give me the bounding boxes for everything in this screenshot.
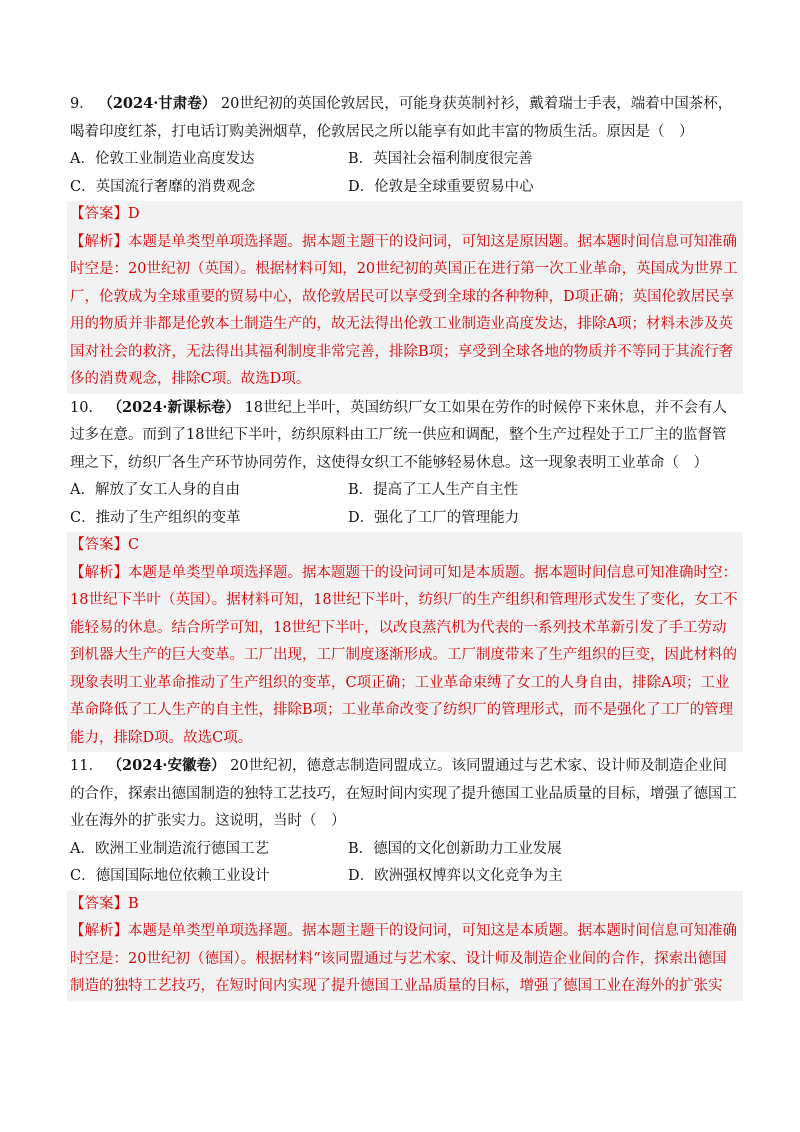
- answer-value: D: [128, 206, 140, 222]
- question-10: [70, 394, 740, 753]
- answer-value: C: [128, 537, 140, 553]
- option-d: D．伦敦是全球重要贸易中心: [348, 178, 534, 195]
- answer-label: 【答案】: [70, 537, 128, 553]
- analysis-label: 【解析】: [70, 923, 128, 939]
- options: [70, 836, 740, 891]
- document-page: [70, 90, 740, 1001]
- answer-box: [67, 532, 743, 752]
- option-d: D．欧洲强权博弈以文化竞争为主: [348, 868, 563, 884]
- answer-label: 【答案】: [70, 206, 128, 222]
- question-source: （2024·安徽卷）: [107, 757, 226, 774]
- answer-box: [67, 201, 743, 394]
- analysis-text: 本题是单类型单项选择题。据本题主题干的设问词，可知这是本质题。据本题时间信息可知准确时空是：20世纪初（德国）。根据材料“该同盟通过与艺术家、设计师及制造企业间的合作，探索出德国制造的独特工艺技巧，在短时间内实现了提升德国工业品质量的目标，增强了德国工业在海外的扩张实: [70, 923, 737, 994]
- answer-label: 【答案】: [70, 895, 128, 912]
- question-source: （2024·甘肃卷）: [98, 95, 217, 112]
- question-9: [70, 90, 740, 394]
- question-11: [70, 752, 740, 1001]
- question-text: 20世纪初的英国伦敦居民，可能身获英制衬衫，戴着瑞士手表，端着中国茶杯，喝着印度红茶，打电话订购美洲烟草，伦敦居民之所以能享有如此丰富的物质生活。原因是（ ）: [70, 96, 733, 140]
- option-c: C．德国国际地位依赖工业设计: [70, 868, 270, 884]
- option-b: B．英国社会福利制度很完善: [348, 151, 533, 167]
- question-stem: [70, 90, 740, 146]
- question-number: 11．: [70, 758, 103, 774]
- options: [70, 146, 740, 201]
- analysis-text: 本题是单类型单项选择题。据本题主题干的设问词，可知这是原因题。据本题时间信息可知准确时空是：20世纪初（英国）。根据材料可知，20世纪初的英国正在进行第一次工业革命，英国成为世界工厂，伦敦成为全球重要的贸易中心，故伦敦居民可以享受到全球的各种物种，D项正确；英国伦敦居民享用的物质并非都是伦敦本土制造生产的，故无法得出伦敦工业制造业高度发达，排除A项；材料未涉及英国对社会的救济，无法得出其福利制度非常完善，排除B项；享受到全球各地的物质并不等同于其流行奢侈的消费观念，排除C项。故选D项。: [70, 233, 738, 387]
- question-number: 9．: [70, 96, 94, 112]
- option-a: A．伦敦工业制造业高度发达: [70, 151, 255, 167]
- answer-value: B: [128, 895, 139, 912]
- analysis-label: 【解析】: [70, 233, 128, 250]
- option-c: C．推动了生产组织的变革: [70, 509, 241, 526]
- question-text: 18世纪上半叶，英国纺织厂女工如果在劳作的时候停下来休息，并不会有人过多在意。而到了18世纪下半叶，纺织原料由工厂统一供应和调配，整个生产过程处于工厂主的监督管理之下，纺织厂各生产环节协同劳作，这使得女织工不能够轻易休息。这一现象表明工业革命（ ）: [70, 399, 728, 471]
- option-b: B．提高了工人生产自主性: [348, 482, 519, 498]
- question-source: （2024·新课标卷）: [107, 398, 240, 416]
- option-a: A．欧洲工业制造流行德国工艺: [70, 840, 269, 857]
- question-stem: [70, 394, 740, 478]
- answer-box: [67, 891, 743, 1001]
- question-text: 20世纪初，德意志制造同盟成立。该同盟通过与艺术家、设计师及制造企业间的合作，探索出德国制造的独特工艺技巧，在短时间内实现了提升德国工业品质量的目标，增强了德国工业在海外的扩张实力。这说明，当时（ ）: [70, 758, 737, 829]
- options: [70, 477, 740, 532]
- option-a: A．解放了女工人身的自由: [70, 482, 240, 498]
- analysis-label: 【解析】: [70, 564, 128, 581]
- option-c: C．英国流行奢靡的消费观念: [70, 178, 256, 195]
- question-number: 10．: [70, 399, 103, 416]
- option-d: D．强化了工厂的管理能力: [348, 509, 520, 526]
- option-b: B．德国的文化创新助力工业发展: [348, 840, 562, 857]
- question-stem: [70, 752, 740, 836]
- analysis-text: 本题是单类型单项选择题。据本题题干的设问词可知是本质题。据本题时间信息可知准确时空：18世纪下半叶（英国）。据材料可知，18世纪下半叶，纺织厂的生产组织和管理形式发生了变化，女工不能轻易的休息。结合所学可知，18世纪下半叶，以改良蒸汽机为代表的一系列技术革新引发了手工劳动到机器大生产的巨大变革。工厂出现，工厂制度逐渐形成。工厂制度带来了生产组织的巨变，因此材料的现象表明工业革命推动了生产组织的变革，C项正确；工业革命束缚了女工的人身自由，排除A项；工业革命降低了工人生产的自主性，排除B项；工业革命改变了纺织厂的管理形式，而不是强化了工厂的管理能力，排除D项。故选C项。: [70, 564, 738, 746]
